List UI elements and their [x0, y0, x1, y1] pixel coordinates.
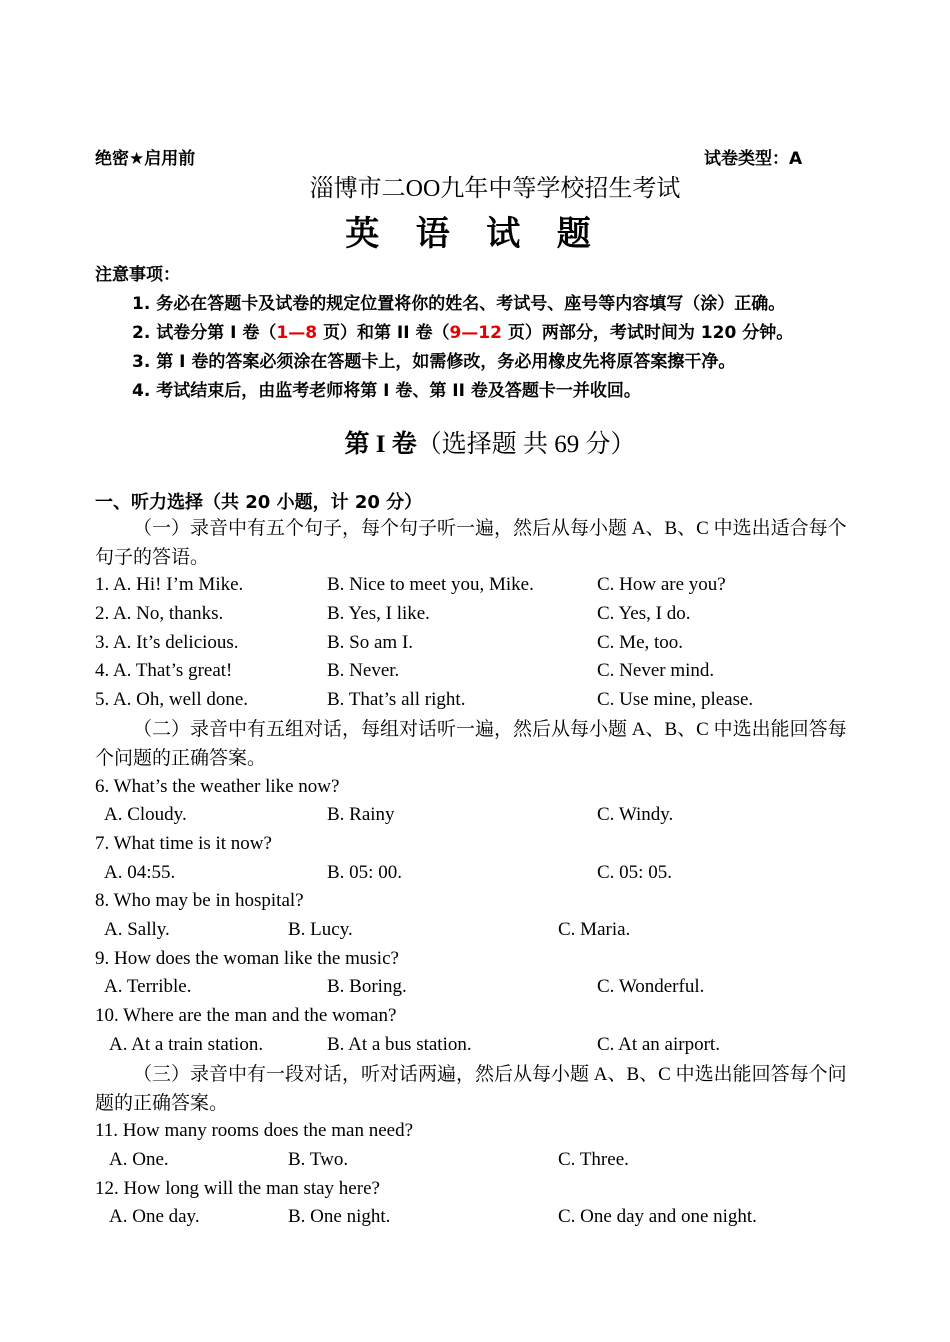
q3-option-b: B. So am I.: [327, 632, 414, 653]
confidential-label: 绝密★启用前: [95, 149, 196, 169]
q6-option-b: B. Rainy: [327, 804, 395, 825]
q10-option-a: A. At a train station.: [109, 1034, 264, 1055]
q6-option-a: A. Cloudy.: [104, 804, 187, 825]
q2-option-a: 2. A. No, thanks.: [95, 603, 224, 624]
q8-stem: 8. Who may be in hospital?: [95, 890, 304, 911]
notice-item-2-pages-1: 1—8: [276, 323, 318, 343]
q8-option-a: A. Sally.: [104, 919, 170, 940]
q2-option-b: B. Yes, I like.: [327, 603, 430, 624]
q8-option-b: B. Lucy.: [288, 919, 353, 940]
notice-item-1: 1. 务必在答题卡及试卷的规定位置将你的姓名、考试号、座号等内容填写（涂）正确。: [132, 294, 786, 314]
instruction-3: （三）录音中有一段对话，听对话两遍，然后从每小题 A、B、C 中选出能回答每个问题的正确答案。: [95, 1064, 847, 1114]
notice-item-2-part-a: 2. 试卷分第 I 卷（: [132, 323, 277, 343]
q12-option-c: C. One day and one night.: [558, 1206, 757, 1227]
q4-option-c: C. Never mind.: [597, 660, 715, 681]
paper-type-label: 试卷类型：A: [704, 149, 803, 169]
q3-option-a: 3. A. It’s delicious.: [95, 632, 239, 653]
q7-option-c: C. 05: 05.: [597, 862, 672, 883]
part1-title: [0, 424, 950, 460]
q9-option-b: B. Boring.: [327, 976, 407, 997]
q4-option-a: 4. A. That’s great!: [95, 660, 233, 681]
notice-title: 注意事项：: [95, 265, 180, 285]
q9-option-c: C. Wonderful.: [597, 976, 705, 997]
q1-option-c: C. How are you?: [597, 574, 726, 595]
q5-option-b: B. That’s all right.: [327, 689, 466, 710]
subject-title: 英 语 试 题: [345, 216, 605, 253]
q1-option-b: B. Nice to meet you, Mike.: [327, 574, 534, 595]
q9-option-a: A. Terrible.: [104, 976, 192, 997]
q7-option-b: B. 05: 00.: [327, 862, 402, 883]
part1-title-bold: 第 I 卷: [344, 431, 417, 458]
q10-option-b: B. At a bus station.: [327, 1034, 472, 1055]
q6-option-c: C. Windy.: [597, 804, 674, 825]
exam-title: 淄博市二OO九年中等学校招生考试: [309, 176, 681, 202]
q11-option-b: B. Two.: [288, 1149, 349, 1170]
q10-stem: 10. Where are the man and the woman?: [95, 1005, 397, 1026]
instruction-1: （一）录音中有五个句子，每个句子听一遍，然后从每小题 A、B、C 中选出适合每个句子的答语。: [95, 518, 847, 568]
notice-item-4: 4. 考试结束后，由监考老师将第 I 卷、第 II 卷及答题卡一并收回。: [132, 381, 641, 401]
q11-stem: 11. How many rooms does the man need?: [95, 1120, 413, 1141]
q5-option-a: 5. A. Oh, well done.: [95, 689, 249, 710]
q12-option-b: B. One night.: [288, 1206, 391, 1227]
q4-option-b: B. Never.: [327, 660, 400, 681]
q12-option-a: A. One day.: [109, 1206, 200, 1227]
part1-title-rest: （选择题 共 69 分）: [416, 431, 636, 458]
q6-stem: 6. What’s the weather like now?: [95, 776, 340, 797]
notice-item-3: 3. 第 I 卷的答案必须涂在答题卡上，如需修改，务必用橡皮先将原答案擦干净。: [132, 352, 736, 372]
q7-stem: 7. What time is it now?: [95, 833, 272, 854]
q1-option-a: 1. A. Hi! I’m Mike.: [95, 574, 244, 595]
q11-option-a: A. One.: [109, 1149, 169, 1170]
q2-option-c: C. Yes, I do.: [597, 603, 691, 624]
q9-stem: 9. How does the woman like the music?: [95, 948, 399, 969]
q8-option-c: C. Maria.: [558, 919, 631, 940]
q7-option-a: A. 04:55.: [104, 862, 176, 883]
section1-title: 一、听力选择（共 20 小题，计 20 分）: [95, 492, 423, 513]
notice-item-2-part-b: 页）和第 II 卷（: [317, 323, 450, 343]
notice-item-2-part-c: 页）两部分，考试时间为 120 分钟。: [501, 323, 794, 343]
q3-option-c: C. Me, too.: [597, 632, 684, 653]
q5-option-c: C. Use mine, please.: [597, 689, 754, 710]
notice-item-2: [132, 318, 793, 343]
q11-option-c: C. Three.: [558, 1149, 629, 1170]
q12-stem: 12. How long will the man stay here?: [95, 1178, 380, 1199]
q10-option-c: C. At an airport.: [597, 1034, 720, 1055]
instruction-2: （二）录音中有五组对话，每组对话听一遍，然后从每小题 A、B、C 中选出能回答每个问题的正确答案。: [95, 719, 847, 769]
notice-item-2-pages-2: 9—12: [449, 323, 502, 343]
